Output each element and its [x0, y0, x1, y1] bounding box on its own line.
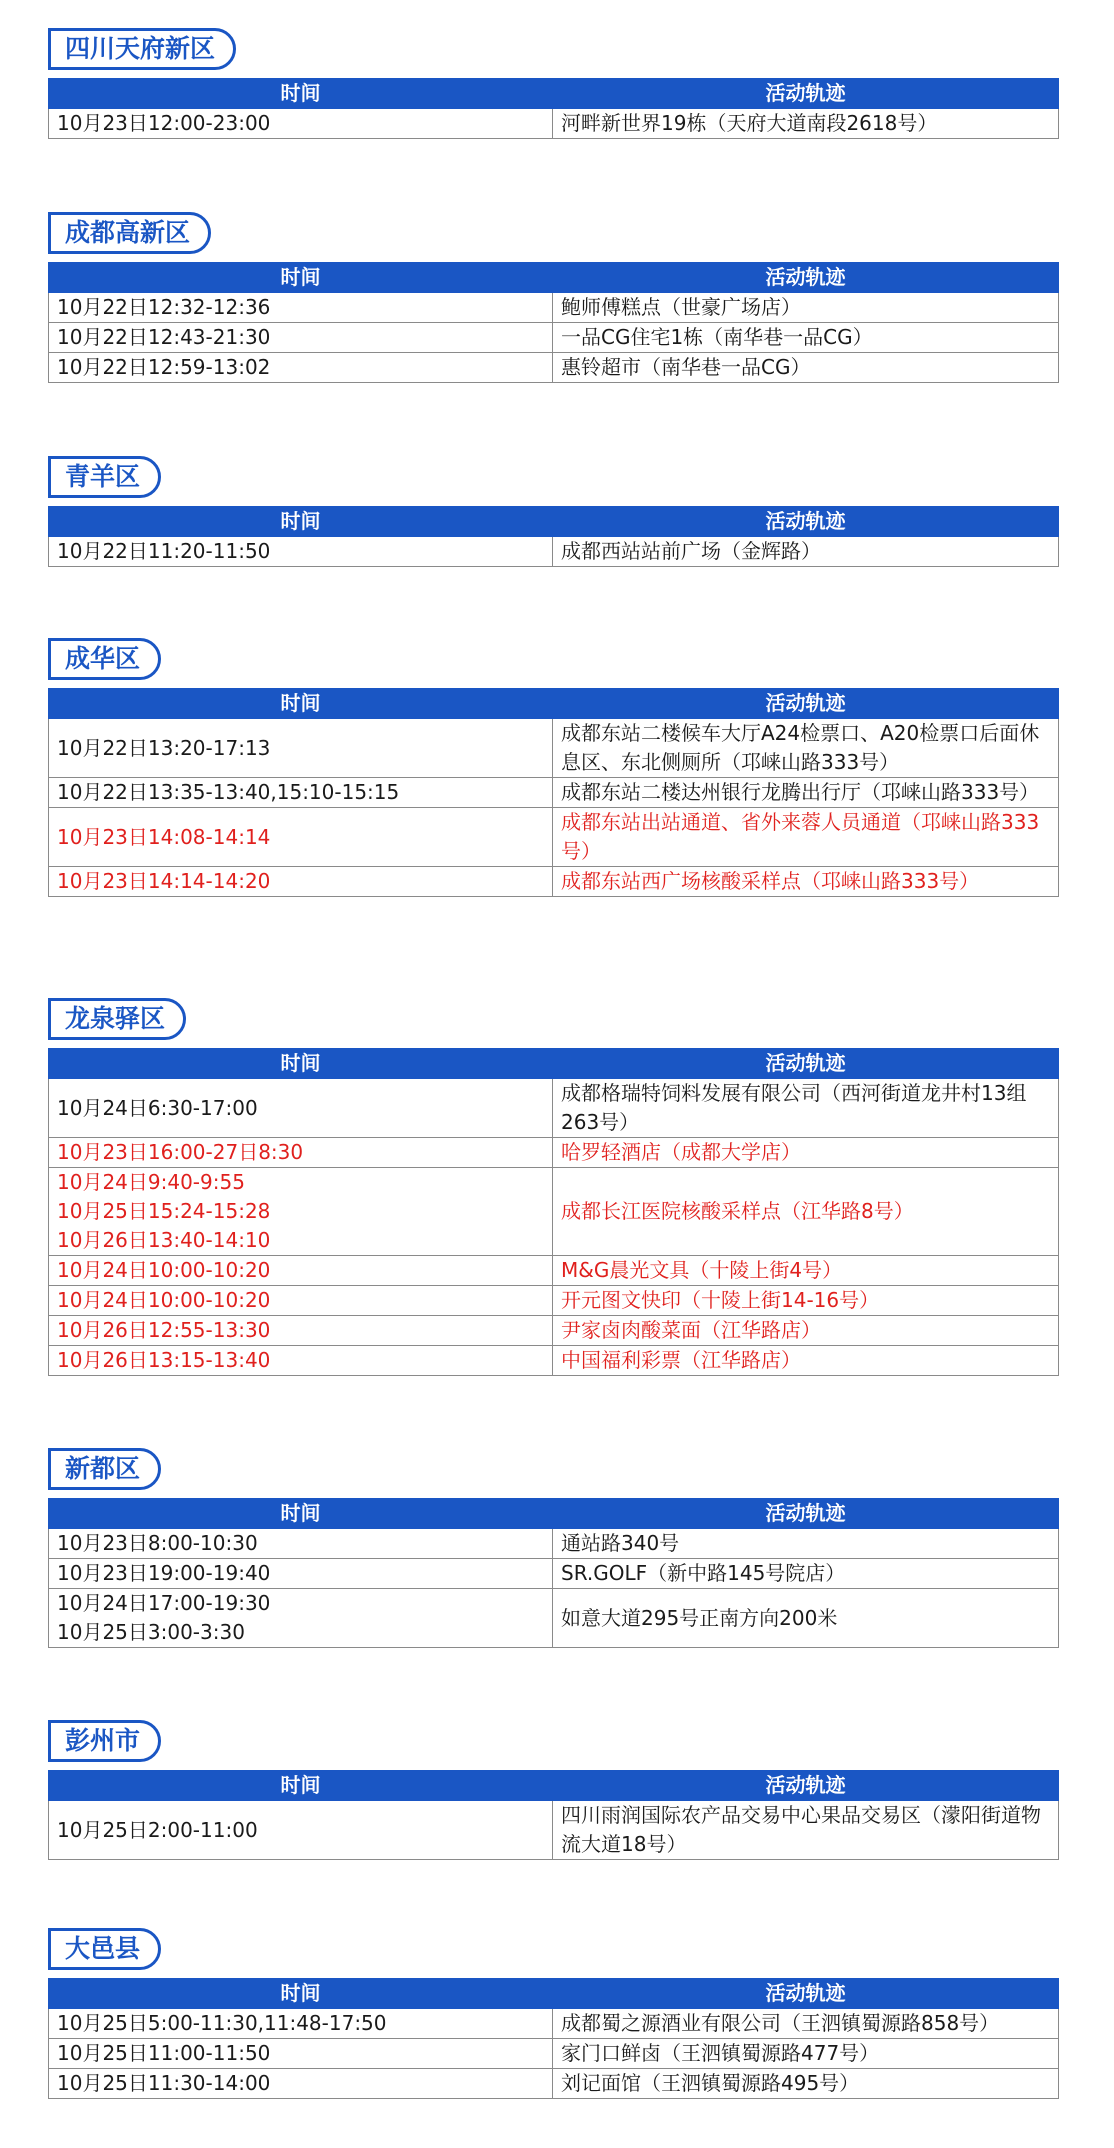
track-cell: 一品CG住宅1栋（南华巷一品CG）: [553, 323, 1059, 353]
time-cell: [49, 1316, 553, 1346]
track-column-header: 活动轨迹: [553, 79, 1059, 109]
time-column-header: 时间: [49, 79, 553, 109]
track-cell: 成都东站二楼候车大厅A24检票口、A20检票口后面休息区、东北侧厕所（邛崃山路333号）: [553, 719, 1059, 778]
time-value: 10月26日13:15-13:40: [57, 1348, 271, 1372]
time-column-header: 时间: [49, 689, 553, 719]
track-cell: 成都蜀之源酒业有限公司（王泗镇蜀源路858号）: [553, 2009, 1059, 2039]
time-cell: [49, 1256, 553, 1286]
time-cell: [49, 867, 553, 897]
time-value: 10月23日14:14-14:20: [57, 869, 271, 893]
time-value: 10月24日6:30-17:00: [57, 1095, 258, 1120]
table-header-row: [49, 1979, 1059, 2009]
time-cell: [49, 1589, 553, 1648]
table-row: [49, 719, 1059, 778]
table-row: [49, 1168, 1059, 1256]
track-column-header: 活动轨迹: [553, 689, 1059, 719]
track-cell: 哈罗轻酒店（成都大学店）: [553, 1138, 1059, 1168]
track-cell: 开元图文快印（十陵上街14-16号）: [553, 1286, 1059, 1316]
trajectory-table: [48, 1048, 1059, 1376]
time-value: 10月22日13:20-17:13: [57, 735, 271, 760]
table-row: [49, 1801, 1059, 1860]
time-cell: [49, 1801, 553, 1860]
table-header-row: [49, 1771, 1059, 1801]
time-cell: [49, 808, 553, 867]
district-label: 新都区: [48, 1448, 161, 1490]
table-header-row: [49, 1049, 1059, 1079]
track-cell: 成都西站站前广场（金辉路）: [553, 537, 1059, 567]
time-cell: [49, 719, 553, 778]
time-cell: [49, 2069, 553, 2099]
track-column-header: 活动轨迹: [553, 263, 1059, 293]
track-cell: 家门口鲜卤（王泗镇蜀源路477号）: [553, 2039, 1059, 2069]
trajectory-table: [48, 506, 1059, 567]
table-row: [49, 1256, 1059, 1286]
district-section: [48, 998, 1058, 1376]
table-row: [49, 1316, 1059, 1346]
district-label: 成都高新区: [48, 212, 211, 254]
table-row: [49, 2039, 1059, 2069]
time-value: 10月22日13:35-13:40,15:10-15:15: [57, 780, 400, 804]
time-value: 10月25日11:30-14:00: [57, 2071, 271, 2095]
time-cell: [49, 1346, 553, 1376]
table-header-row: [49, 689, 1059, 719]
track-cell: 成都长江医院核酸采样点（江华路8号）: [553, 1168, 1059, 1256]
table-row: [49, 1529, 1059, 1559]
time-cell: [49, 537, 553, 567]
time-column-header: 时间: [49, 263, 553, 293]
time-value: 10月25日3:00-3:30: [57, 1620, 245, 1644]
table-row: [49, 808, 1059, 867]
district-section: [48, 28, 1058, 139]
table-row: [49, 537, 1059, 567]
table-row: [49, 353, 1059, 383]
track-cell: 中国福利彩票（江华路店）: [553, 1346, 1059, 1376]
time-column-header: 时间: [49, 1499, 553, 1529]
time-cell: [49, 109, 553, 139]
trajectory-table: [48, 1498, 1059, 1648]
district-section: [48, 212, 1058, 383]
time-value: 10月23日19:00-19:40: [57, 1561, 271, 1585]
time-value: 10月23日12:00-23:00: [57, 111, 271, 135]
district-label: 成华区: [48, 638, 161, 680]
time-cell: [49, 1168, 553, 1256]
track-column-header: 活动轨迹: [553, 507, 1059, 537]
track-cell: 惠铃超市（南华巷一品CG）: [553, 353, 1059, 383]
track-cell: 如意大道295号正南方向200米: [553, 1589, 1059, 1648]
track-cell: 刘记面馆（王泗镇蜀源路495号）: [553, 2069, 1059, 2099]
time-value: 10月22日12:32-12:36: [57, 295, 271, 319]
table-row: [49, 293, 1059, 323]
district-label: 青羊区: [48, 456, 161, 498]
district-section: [48, 456, 1058, 567]
time-value: 10月23日16:00-27日8:30: [57, 1140, 304, 1164]
time-value: 10月22日11:20-11:50: [57, 539, 271, 563]
time-cell: [49, 1286, 553, 1316]
time-cell: [49, 2039, 553, 2069]
table-row: [49, 2069, 1059, 2099]
table-row: [49, 1559, 1059, 1589]
table-row: [49, 1138, 1059, 1168]
time-value: 10月24日9:40-9:55: [57, 1170, 245, 1194]
time-cell: [49, 1079, 553, 1138]
time-cell: [49, 1559, 553, 1589]
table-row: [49, 323, 1059, 353]
track-column-header: 活动轨迹: [553, 1979, 1059, 2009]
time-cell: [49, 1529, 553, 1559]
time-cell: [49, 323, 553, 353]
time-value: 10月22日12:43-21:30: [57, 325, 271, 349]
time-value: 10月22日12:59-13:02: [57, 355, 271, 379]
table-header-row: [49, 263, 1059, 293]
table-row: [49, 1079, 1059, 1138]
track-cell: 成都东站出站通道、省外来蓉人员通道（邛崃山路333号）: [553, 808, 1059, 867]
track-cell: 成都东站西广场核酸采样点（邛崃山路333号）: [553, 867, 1059, 897]
time-column-header: 时间: [49, 1979, 553, 2009]
time-value: 10月25日2:00-11:00: [57, 1817, 258, 1842]
trajectory-table: [48, 1770, 1059, 1860]
track-cell: 尹家卤肉酸菜面（江华路店）: [553, 1316, 1059, 1346]
track-cell: 四川雨润国际农产品交易中心果品交易区（濛阳街道物流大道18号）: [553, 1801, 1059, 1860]
time-value: 10月25日5:00-11:30,11:48-17:50: [57, 2011, 387, 2035]
table-row: [49, 2009, 1059, 2039]
track-column-header: 活动轨迹: [553, 1049, 1059, 1079]
district-section: [48, 1720, 1058, 1860]
table-row: [49, 1286, 1059, 1316]
trajectory-table: [48, 1978, 1059, 2099]
track-cell: 成都东站二楼达州银行龙腾出行厅（邛崃山路333号）: [553, 778, 1059, 808]
trajectory-table: [48, 262, 1059, 383]
time-column-header: 时间: [49, 1049, 553, 1079]
time-value: 10月25日15:24-15:28: [57, 1199, 271, 1223]
table-header-row: [49, 79, 1059, 109]
table-row: [49, 867, 1059, 897]
time-value: 10月24日10:00-10:20: [57, 1288, 271, 1312]
time-column-header: 时间: [49, 1771, 553, 1801]
table-row: [49, 1346, 1059, 1376]
trajectory-table: [48, 78, 1059, 139]
district-label: 四川天府新区: [48, 28, 236, 70]
district-label: 龙泉驿区: [48, 998, 186, 1040]
time-value: 10月26日13:40-14:10: [57, 1228, 271, 1252]
track-cell: 河畔新世界19栋（天府大道南段2618号）: [553, 109, 1059, 139]
district-section: [48, 1448, 1058, 1648]
table-header-row: [49, 1499, 1059, 1529]
time-value: 10月24日17:00-19:30: [57, 1591, 271, 1615]
track-cell: 鲍师傅糕点（世豪广场店）: [553, 293, 1059, 323]
time-value: 10月23日14:08-14:14: [57, 824, 271, 849]
time-value: 10月26日12:55-13:30: [57, 1318, 271, 1342]
table-row: [49, 109, 1059, 139]
table-row: [49, 1589, 1059, 1648]
track-cell: 通站路340号: [553, 1529, 1059, 1559]
track-cell: M&G晨光文具（十陵上街4号）: [553, 1256, 1059, 1286]
time-cell: [49, 778, 553, 808]
district-label: 大邑县: [48, 1928, 161, 1970]
table-row: [49, 778, 1059, 808]
district-section: [48, 1928, 1058, 2099]
time-value: 10月23日8:00-10:30: [57, 1531, 258, 1555]
table-header-row: [49, 507, 1059, 537]
time-column-header: 时间: [49, 507, 553, 537]
time-cell: [49, 1138, 553, 1168]
time-cell: [49, 2009, 553, 2039]
time-value: 10月25日11:00-11:50: [57, 2041, 271, 2065]
time-value: 10月24日10:00-10:20: [57, 1258, 271, 1282]
track-column-header: 活动轨迹: [553, 1499, 1059, 1529]
district-section: [48, 638, 1058, 897]
track-cell: SR.GOLF（新中路145号院店）: [553, 1559, 1059, 1589]
track-cell: 成都格瑞特饲料发展有限公司（西河街道龙井村13组263号）: [553, 1079, 1059, 1138]
track-column-header: 活动轨迹: [553, 1771, 1059, 1801]
time-cell: [49, 293, 553, 323]
trajectory-table: [48, 688, 1059, 897]
time-cell: [49, 353, 553, 383]
district-label: 彭州市: [48, 1720, 161, 1762]
